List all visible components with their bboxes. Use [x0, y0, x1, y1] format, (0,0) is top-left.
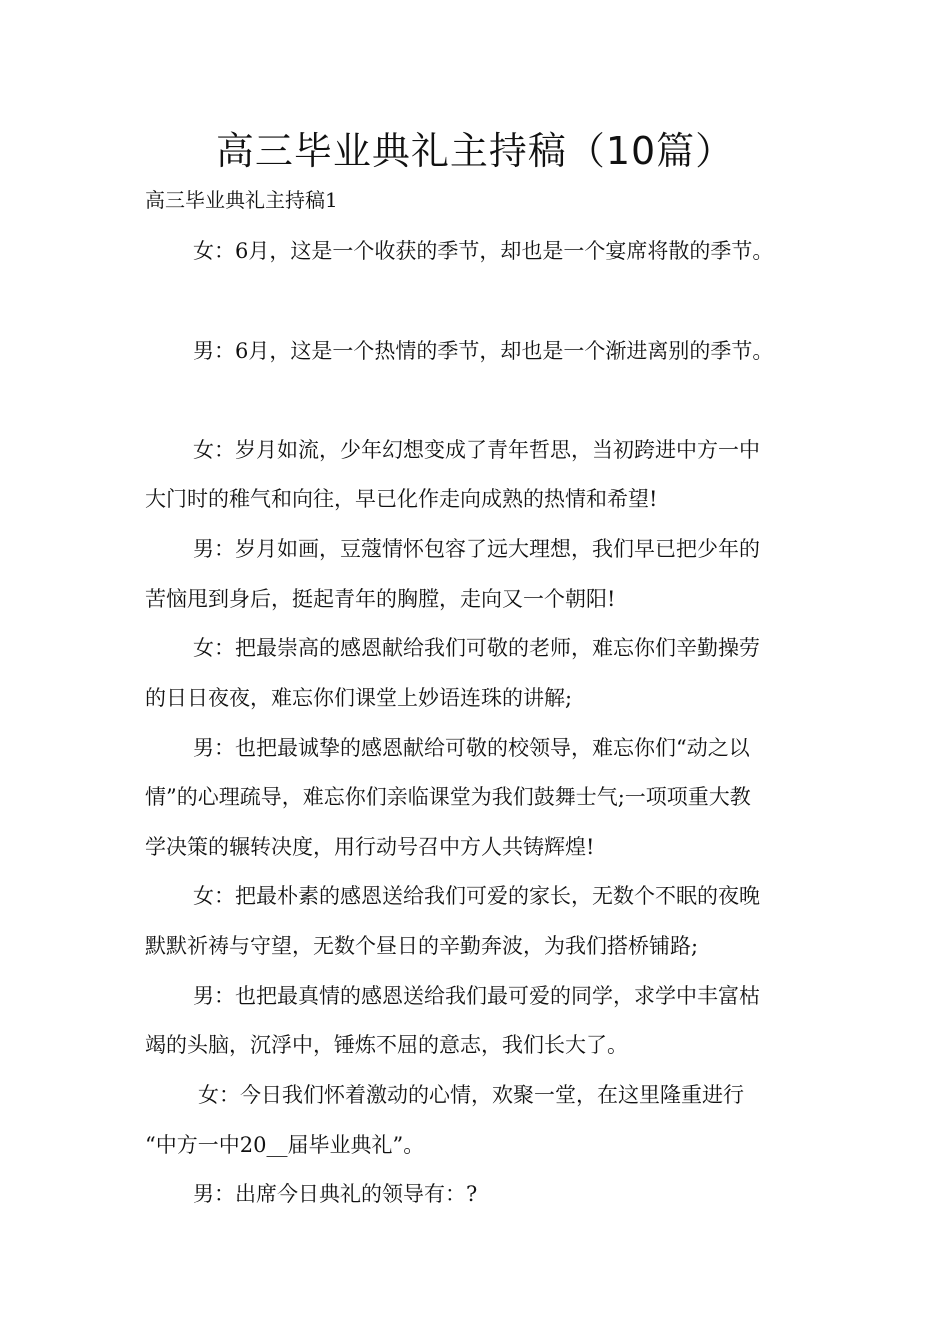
document-title: 高三毕业典礼主持稿（10篇）: [215, 129, 735, 173]
paragraph-line: 女：6月，这是一个收获的季节，却也是一个宴席将散的季节。: [193, 239, 774, 263]
paragraph-line: 学决策的辗转决度，用行动号召中方人共铸辉煌!: [145, 835, 595, 859]
paragraph-line: 男：也把最诚挚的感恩献给可敬的校领导，难忘你们“动之以: [193, 736, 750, 760]
paragraph-line: 女：岁月如流，少年幻想变成了青年哲思，当初跨进中方一中: [193, 438, 760, 462]
paragraph-line: “中方一中20__届毕业典礼”。: [145, 1133, 425, 1157]
paragraph-line: 女：把最朴素的感恩送给我们可爱的家长，无数个不眠的夜晚: [193, 884, 760, 908]
paragraph-line: 情”的心理疏导，难忘你们亲临课堂为我们鼓舞士气;一项项重大教: [145, 785, 751, 809]
paragraph-line: 默默祈祷与守望，无数个昼日的辛勤奔波，为我们搭桥铺路;: [145, 934, 699, 958]
paragraph-line: 的日日夜夜，难忘你们课堂上妙语连珠的讲解;: [145, 686, 573, 710]
paragraph-line: 男：6月，这是一个热情的季节，却也是一个渐进离别的季节。: [193, 339, 774, 363]
paragraph-line: 大门时的稚气和向往，早已化作走向成熟的热情和希望!: [145, 487, 658, 511]
paragraph-line: 男：岁月如画，豆蔻情怀包容了远大理想，我们早已把少年的: [193, 537, 760, 561]
paragraph-line: 苦恼甩到身后，挺起青年的胸膛，走向又一个朝阳!: [145, 587, 616, 611]
paragraph-line: 男：出席今日典礼的领导有：?: [193, 1182, 478, 1206]
paragraph-line: 竭的头脑，沉浮中，锤炼不屈的意志，我们长大了。: [145, 1033, 628, 1057]
paragraph-line: 女：今日我们怀着激动的心情，欢聚一堂，在这里隆重进行: [198, 1083, 744, 1107]
document-subtitle: 高三毕业典礼主持稿1: [145, 188, 338, 212]
paragraph-line: 男：也把最真情的感恩送给我们最可爱的同学，求学中丰富枯: [193, 984, 760, 1008]
paragraph-line: 女：把最崇高的感恩献给我们可敬的老师，难忘你们辛勤操劳: [193, 636, 760, 660]
